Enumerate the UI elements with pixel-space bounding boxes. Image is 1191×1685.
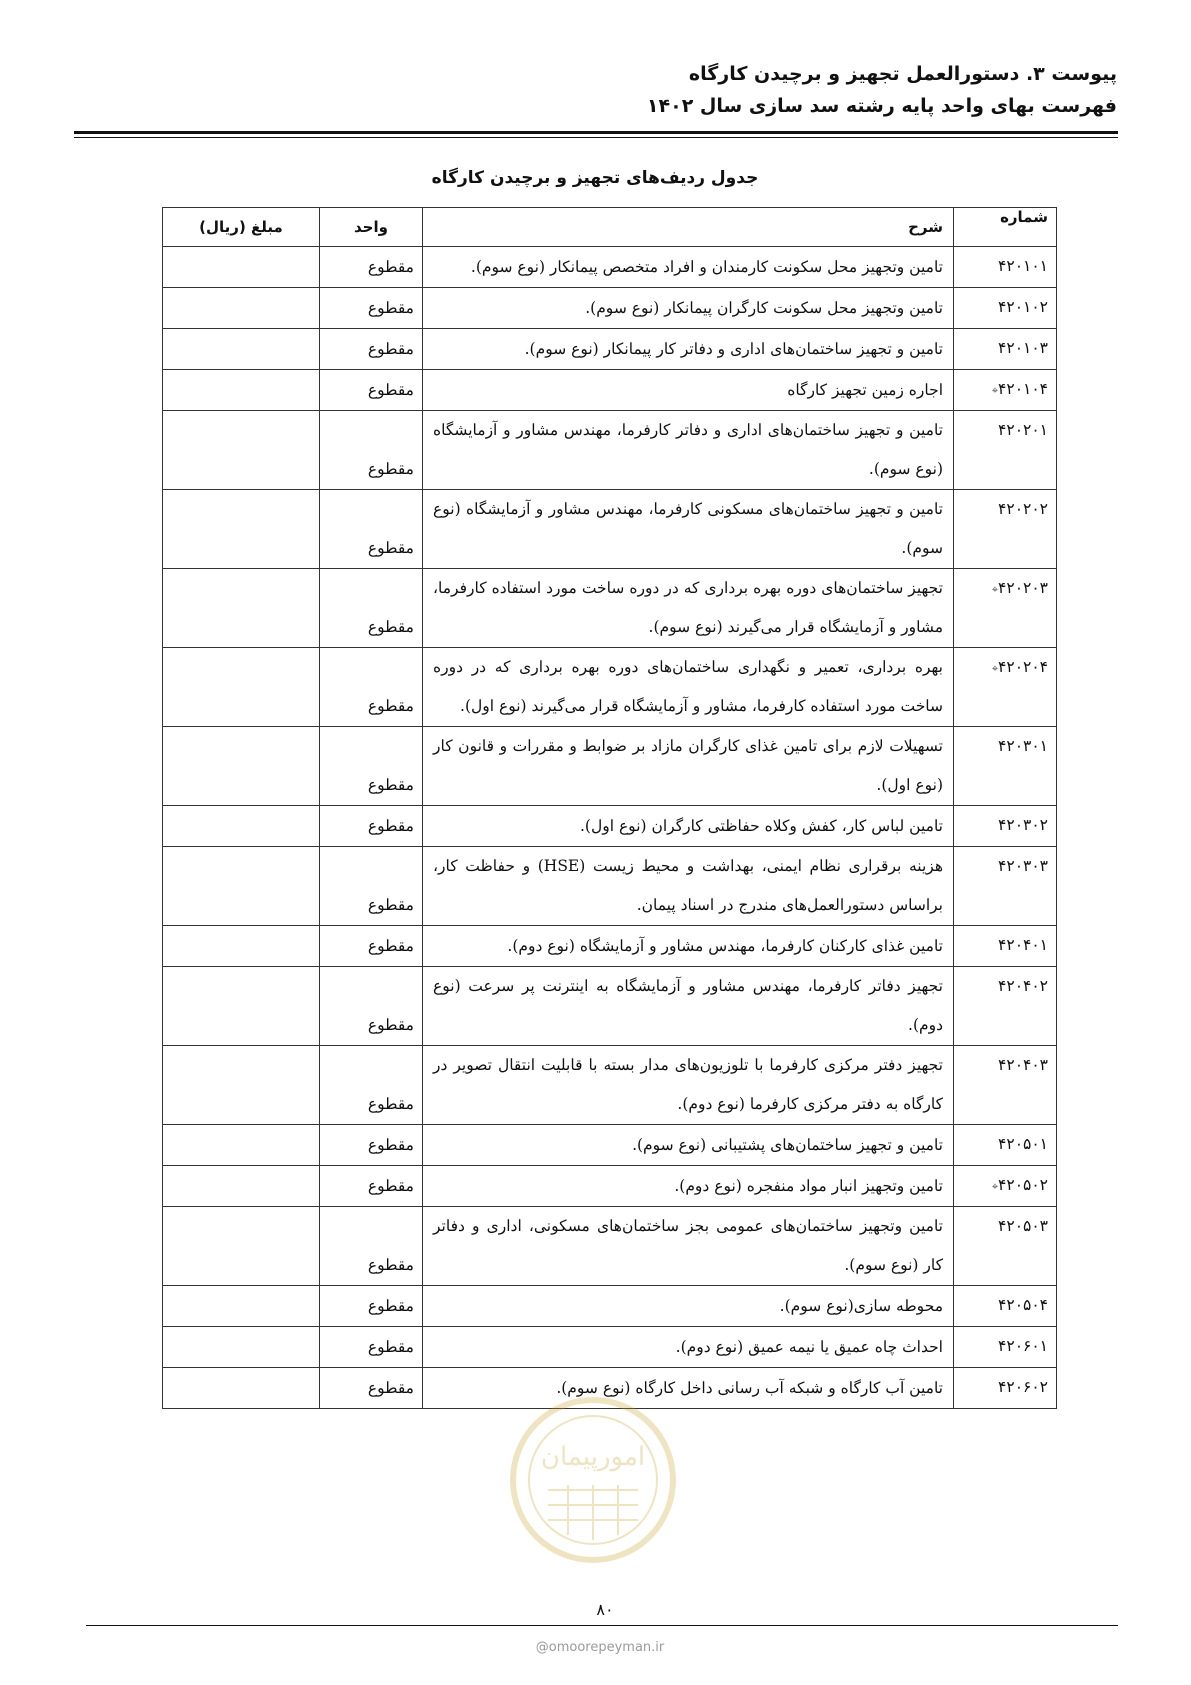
table-row (163, 569, 1057, 648)
row-description: تامین لباس کار، کفش وکلاه حفاظتی کارگران (نوع اول). (423, 806, 954, 847)
row-amount (163, 727, 320, 806)
row-number (954, 247, 1057, 288)
row-number (954, 1207, 1057, 1286)
row-number-value: ۴۲۰۱۰۳ (998, 339, 1048, 357)
row-description: تامین وتجهیز ساختمان‌های عمومی بجز ساختمان‌های مسکونی، اداری و دفاتر کار (نوع سوم). (423, 1207, 954, 1286)
row-number-value: ۴۲۰۳۰۳ (998, 857, 1048, 875)
row-unit: مقطوع (320, 329, 423, 370)
row-amount (163, 1207, 320, 1286)
row-number (954, 1368, 1057, 1409)
row-unit: مقطوع (320, 1368, 423, 1409)
row-description: تامین و تجهیز ساختمان‌های اداری و دفاتر کار پیمانکار (نوع سوم). (423, 329, 954, 370)
row-number (954, 288, 1057, 329)
row-description: تجهیز دفاتر کارفرما، مهندس مشاور و آزمایشگاه به اینترنت پر سرعت (نوع دوم). (423, 967, 954, 1046)
star-mark-icon: ⌖ (991, 384, 999, 397)
row-amount (163, 370, 320, 411)
row-number (954, 847, 1057, 926)
row-number (954, 1125, 1057, 1166)
row-number-value: ۴۲۰۵۰۴ (998, 1296, 1048, 1314)
table-row (163, 806, 1057, 847)
table-row (163, 1286, 1057, 1327)
row-unit: مقطوع (320, 370, 423, 411)
row-amount (163, 247, 320, 288)
row-number-value: ۴۲۰۶۰۱ (998, 1337, 1048, 1355)
row-amount (163, 329, 320, 370)
table-row (163, 1125, 1057, 1166)
table-row (163, 329, 1057, 370)
row-amount (163, 1368, 320, 1409)
col-unit-header: واحد (320, 208, 423, 247)
row-description: احداث چاه عمیق یا نیمه عمیق (نوع دوم). (423, 1327, 954, 1368)
row-amount (163, 926, 320, 967)
header-line-1: پیوست ۳. دستورالعمل تجهیز و برچیدن کارگاه (688, 63, 1117, 85)
row-amount (163, 847, 320, 926)
running-header (647, 58, 1117, 122)
row-number (954, 1046, 1057, 1125)
row-unit: مقطوع (320, 288, 423, 329)
watermark-seal-icon (508, 1395, 678, 1565)
row-description: تامین وتجهیز انبار مواد منفجره (نوع دوم). (423, 1166, 954, 1207)
col-number-header: شماره (954, 208, 1057, 247)
table-header-row (163, 208, 1057, 247)
row-number-value: ۴۲۰۱۰۱ (998, 257, 1048, 275)
row-amount (163, 648, 320, 727)
star-mark-icon: ⌖ (991, 662, 999, 675)
row-unit: مقطوع (320, 926, 423, 967)
row-unit: مقطوع (320, 1207, 423, 1286)
table-row (163, 1327, 1057, 1368)
row-amount (163, 1327, 320, 1368)
row-number-value: ۴۲۰۳۰۲ (998, 816, 1048, 834)
row-number (954, 569, 1057, 648)
table-row (163, 648, 1057, 727)
row-description: محوطه سازی(نوع سوم). (423, 1286, 954, 1327)
row-description: بهره برداری، تعمیر و نگهداری ساختمان‌های دوره بهره برداری که در دوره ساخت مورد استفاده کارفرما، مشاور و آزمایشگاه قرار می‌گیرند (نوع اول). (423, 648, 954, 727)
row-description: تامین و تجهیز ساختمان‌های اداری و دفاتر کارفرما، مهندس مشاور و آزمایشگاه (نوع سوم). (423, 411, 954, 490)
header-rule-thick (74, 131, 1118, 134)
star-mark-icon: ⌖ (991, 583, 999, 596)
row-amount (163, 1125, 320, 1166)
row-unit: مقطوع (320, 569, 423, 648)
row-unit: مقطوع (320, 411, 423, 490)
row-unit: مقطوع (320, 967, 423, 1046)
row-amount (163, 1286, 320, 1327)
row-unit: مقطوع (320, 727, 423, 806)
row-description: تامین غذای کارکنان کارفرما، مهندس مشاور و آزمایشگاه (نوع دوم). (423, 926, 954, 967)
row-amount (163, 806, 320, 847)
table-row (163, 926, 1057, 967)
row-unit: مقطوع (320, 648, 423, 727)
row-unit: مقطوع (320, 1327, 423, 1368)
table-row (163, 411, 1057, 490)
row-number-value: ۴۲۰۴۰۲ (998, 977, 1048, 995)
page-number: ۸۰ (596, 1600, 614, 1619)
row-number-value: ۴۲۰۵۰۳ (998, 1217, 1048, 1235)
row-description: تجهیز ساختمان‌های دوره بهره برداری که در دوره ساخت مورد استفاده کارفرما، مشاور و آزمایشگاه قرار می‌گیرند (نوع سوم). (423, 569, 954, 648)
row-unit: مقطوع (320, 490, 423, 569)
row-unit: مقطوع (320, 1125, 423, 1166)
row-number (954, 806, 1057, 847)
row-number-value: ۴۲۰۳۰۱ (998, 737, 1048, 755)
row-number (954, 967, 1057, 1046)
table-row (163, 727, 1057, 806)
row-number-value: ۴۲۰۲۰۳ (998, 579, 1048, 597)
row-description: تجهیز دفتر مرکزی کارفرما با تلوزیون‌های مدار بسته با قابلیت انتقال تصویر در کارگاه به دفتر مرکزی کارفرما (نوع دوم). (423, 1046, 954, 1125)
row-unit: مقطوع (320, 847, 423, 926)
star-mark-icon: ⌖ (991, 1180, 999, 1193)
row-description: تامین و تجهیز ساختمان‌های مسکونی کارفرما، مهندس مشاور و آزمایشگاه (نوع سوم). (423, 490, 954, 569)
table-row (163, 1207, 1057, 1286)
seal-text: امورپیمان (540, 1442, 646, 1472)
row-amount (163, 411, 320, 490)
row-number-value: ۴۲۰۵۰۱ (998, 1135, 1048, 1153)
row-description: هزینه برقراری نظام ایمنی، بهداشت و محیط زیست (HSE) و حفاظت کار، براساس دستورالعمل‌های مندرج در اسناد پیمان. (423, 847, 954, 926)
table-row (163, 490, 1057, 569)
row-unit: مقطوع (320, 247, 423, 288)
row-number-value: ۴۲۰۲۰۴ (998, 658, 1048, 676)
row-unit: مقطوع (320, 806, 423, 847)
table-row (163, 370, 1057, 411)
table-row (163, 847, 1057, 926)
row-amount (163, 1166, 320, 1207)
row-number (954, 648, 1057, 727)
row-amount (163, 1046, 320, 1125)
row-description: تسهیلات لازم برای تامین غذای کارگران مازاد بر ضوابط و مقررات و قانون کار (نوع اول). (423, 727, 954, 806)
table-title: جدول ردیف‌های تجهیز و برچیدن کارگاه (431, 168, 759, 188)
items-table (162, 207, 1057, 1409)
row-number-value: ۴۲۰۱۰۲ (998, 298, 1048, 316)
row-number-value: ۴۲۰۴۰۱ (998, 936, 1048, 954)
row-number-value: ۴۲۰۶۰۲ (998, 1378, 1048, 1396)
row-description: تامین و تجهیز ساختمان‌های پشتیبانی (نوع سوم). (423, 1125, 954, 1166)
row-number (954, 490, 1057, 569)
row-amount (163, 569, 320, 648)
row-number (954, 370, 1057, 411)
row-amount (163, 490, 320, 569)
footer-rule (86, 1625, 1118, 1626)
row-unit: مقطوع (320, 1286, 423, 1327)
table-row (163, 1046, 1057, 1125)
table-row (163, 967, 1057, 1046)
row-number-value: ۴۲۰۵۰۲ (998, 1176, 1048, 1194)
table-row (163, 247, 1057, 288)
row-number (954, 411, 1057, 490)
row-number-value: ۴۲۰۴۰۳ (998, 1056, 1048, 1074)
header-rule-thin (74, 137, 1118, 138)
row-number (954, 727, 1057, 806)
row-amount (163, 967, 320, 1046)
header-line-2: فهرست بهای واحد پایه رشته سد سازی سال ۱۴۰۲ (646, 95, 1117, 117)
row-unit: مقطوع (320, 1046, 423, 1125)
row-number (954, 926, 1057, 967)
row-number (954, 1327, 1057, 1368)
row-amount (163, 288, 320, 329)
watermark-site: @omoorepeyman.ir (535, 1640, 665, 1655)
row-number (954, 1166, 1057, 1207)
row-description: تامین وتجهیز محل سکونت کارمندان و افراد متخصص پیمانکار (نوع سوم). (423, 247, 954, 288)
col-description-header: شرح (423, 208, 954, 247)
row-number (954, 1286, 1057, 1327)
row-number-value: ۴۲۰۲۰۱ (998, 421, 1048, 439)
col-amount-header: مبلغ (ریال) (163, 208, 320, 247)
row-description: اجاره زمین تجهیز کارگاه (423, 370, 954, 411)
row-description: تامین آب کارگاه و شبکه آب رسانی داخل کارگاه (نوع سوم). (423, 1368, 954, 1409)
row-number (954, 329, 1057, 370)
table-row (163, 288, 1057, 329)
row-number-value: ۴۲۰۲۰۲ (998, 500, 1048, 518)
row-description: تامین وتجهیز محل سکونت کارگران پیمانکار (نوع سوم). (423, 288, 954, 329)
table-row (163, 1166, 1057, 1207)
row-number-value: ۴۲۰۱۰۴ (998, 380, 1048, 398)
row-unit: مقطوع (320, 1166, 423, 1207)
